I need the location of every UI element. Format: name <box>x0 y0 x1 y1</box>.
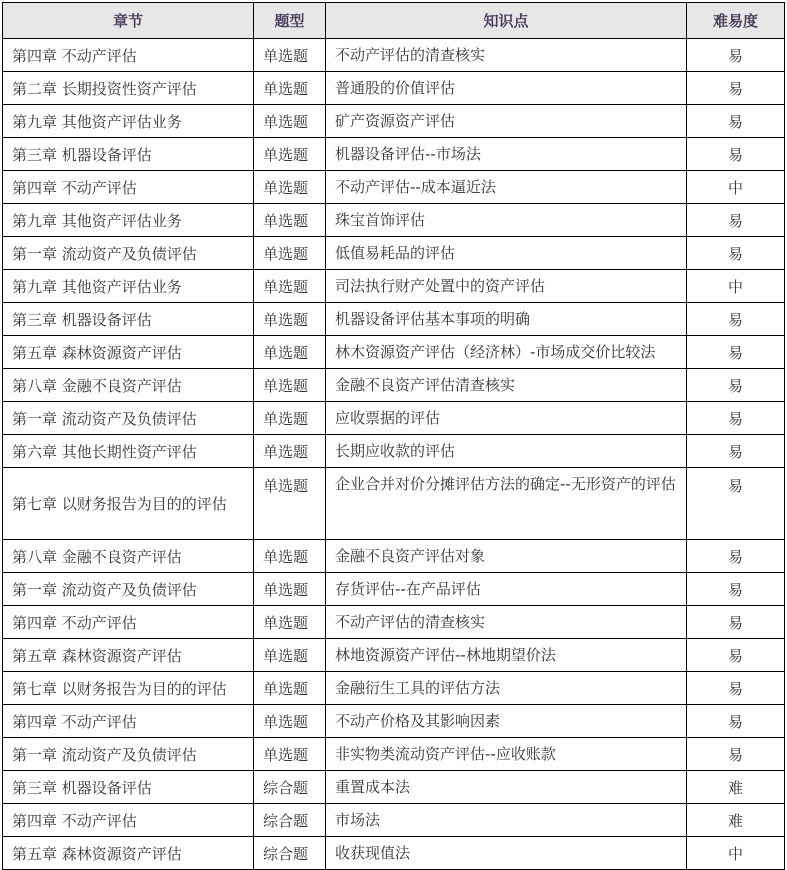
table-row <box>3 672 785 705</box>
exam-topics-table-container <box>2 2 785 870</box>
knowledge-point-cell: 不动产评估的清查核实 <box>326 39 687 72</box>
question-type-cell: 单选题 <box>254 738 326 771</box>
chapter-cell: 第四章 不动产评估 <box>3 606 254 639</box>
table-row <box>3 303 785 336</box>
knowledge-point-cell: 机器设备评估基本事项的明确 <box>326 303 687 336</box>
knowledge-point-cell: 矿产资源资产评估 <box>326 105 687 138</box>
question-type-cell: 单选题 <box>254 606 326 639</box>
table-row <box>3 606 785 639</box>
chapter-cell: 第三章 机器设备评估 <box>3 771 254 804</box>
table-row <box>3 705 785 738</box>
question-type-cell: 单选题 <box>254 540 326 573</box>
table-row <box>3 237 785 270</box>
chapter-cell: 第四章 不动产评估 <box>3 804 254 837</box>
question-type-cell: 单选题 <box>254 138 326 171</box>
knowledge-point-cell: 低值易耗品的评估 <box>326 237 687 270</box>
question-type-cell: 单选题 <box>254 171 326 204</box>
question-type-cell: 单选题 <box>254 72 326 105</box>
table-row <box>3 39 785 72</box>
chapter-cell: 第八章 金融不良资产评估 <box>3 540 254 573</box>
difficulty-cell: 易 <box>687 573 785 606</box>
chapter-cell: 第二章 长期投资性资产评估 <box>3 72 254 105</box>
table-row <box>3 738 785 771</box>
exam-topics-table <box>2 2 785 870</box>
header-question-type: 题型 <box>254 3 326 39</box>
knowledge-point-cell: 金融衍生工具的评估方法 <box>326 672 687 705</box>
difficulty-cell: 易 <box>687 204 785 237</box>
chapter-cell: 第四章 不动产评估 <box>3 39 254 72</box>
question-type-cell: 综合题 <box>254 804 326 837</box>
chapter-cell: 第五章 森林资源资产评估 <box>3 639 254 672</box>
difficulty-cell: 中 <box>687 270 785 303</box>
knowledge-point-cell: 珠宝首饰评估 <box>326 204 687 237</box>
knowledge-point-cell: 不动产评估的清查核实 <box>326 606 687 639</box>
chapter-cell: 第七章 以财务报告为目的的评估 <box>3 468 254 540</box>
difficulty-cell: 难 <box>687 771 785 804</box>
question-type-cell: 单选题 <box>254 204 326 237</box>
chapter-cell: 第一章 流动资产及负债评估 <box>3 402 254 435</box>
knowledge-point-cell: 企业合并对价分摊评估方法的确定--无形资产的评估 <box>326 468 687 540</box>
difficulty-cell: 易 <box>687 540 785 573</box>
question-type-cell: 综合题 <box>254 837 326 870</box>
knowledge-point-cell: 不动产评估--成本逼近法 <box>326 171 687 204</box>
question-type-cell: 单选题 <box>254 369 326 402</box>
knowledge-point-cell: 司法执行财产处置中的资产评估 <box>326 270 687 303</box>
knowledge-point-cell: 金融不良资产评估对象 <box>326 540 687 573</box>
difficulty-cell: 易 <box>687 639 785 672</box>
question-type-cell: 单选题 <box>254 336 326 369</box>
question-type-cell: 单选题 <box>254 705 326 738</box>
chapter-cell: 第九章 其他资产评估业务 <box>3 204 254 237</box>
chapter-cell: 第三章 机器设备评估 <box>3 303 254 336</box>
question-type-cell: 单选题 <box>254 435 326 468</box>
knowledge-point-cell: 市场法 <box>326 804 687 837</box>
difficulty-cell: 易 <box>687 402 785 435</box>
table-row <box>3 402 785 435</box>
table-row <box>3 336 785 369</box>
difficulty-cell: 易 <box>687 72 785 105</box>
difficulty-cell: 易 <box>687 435 785 468</box>
question-type-cell: 单选题 <box>254 270 326 303</box>
knowledge-point-cell: 金融不良资产评估清查核实 <box>326 369 687 402</box>
difficulty-cell: 易 <box>687 303 785 336</box>
knowledge-point-cell: 非实物类流动资产评估--应收账款 <box>326 738 687 771</box>
chapter-cell: 第三章 机器设备评估 <box>3 138 254 171</box>
question-type-cell: 单选题 <box>254 639 326 672</box>
chapter-cell: 第八章 金融不良资产评估 <box>3 369 254 402</box>
knowledge-point-cell: 收获现值法 <box>326 837 687 870</box>
question-type-cell: 单选题 <box>254 672 326 705</box>
knowledge-point-cell: 机器设备评估--市场法 <box>326 138 687 171</box>
chapter-cell: 第五章 森林资源资产评估 <box>3 837 254 870</box>
chapter-cell: 第五章 森林资源资产评估 <box>3 336 254 369</box>
question-type-cell: 单选题 <box>254 402 326 435</box>
header-difficulty: 难易度 <box>687 3 785 39</box>
difficulty-cell: 易 <box>687 738 785 771</box>
knowledge-point-cell: 不动产价格及其影响因素 <box>326 705 687 738</box>
chapter-cell: 第四章 不动产评估 <box>3 705 254 738</box>
table-row <box>3 804 785 837</box>
table-row <box>3 72 785 105</box>
knowledge-point-cell: 应收票据的评估 <box>326 402 687 435</box>
difficulty-cell: 易 <box>687 105 785 138</box>
difficulty-cell: 易 <box>687 237 785 270</box>
chapter-cell: 第一章 流动资产及负债评估 <box>3 738 254 771</box>
chapter-cell: 第一章 流动资产及负债评估 <box>3 573 254 606</box>
table-row <box>3 573 785 606</box>
table-row <box>3 435 785 468</box>
header-chapter: 章节 <box>3 3 254 39</box>
knowledge-point-cell: 存货评估--在产品评估 <box>326 573 687 606</box>
difficulty-cell: 易 <box>687 39 785 72</box>
difficulty-cell: 易 <box>687 705 785 738</box>
knowledge-point-cell: 林木资源资产评估（经济林）-市场成交价比较法 <box>326 336 687 369</box>
chapter-cell: 第六章 其他长期性资产评估 <box>3 435 254 468</box>
question-type-cell: 单选题 <box>254 237 326 270</box>
difficulty-cell: 易 <box>687 468 785 540</box>
table-row <box>3 468 785 540</box>
knowledge-point-cell: 林地资源资产评估--林地期望价法 <box>326 639 687 672</box>
question-type-cell: 单选题 <box>254 573 326 606</box>
difficulty-cell: 中 <box>687 171 785 204</box>
table-row <box>3 138 785 171</box>
difficulty-cell: 易 <box>687 138 785 171</box>
table-row <box>3 270 785 303</box>
table-row <box>3 369 785 402</box>
question-type-cell: 单选题 <box>254 468 326 540</box>
question-type-cell: 单选题 <box>254 105 326 138</box>
difficulty-cell: 难 <box>687 804 785 837</box>
table-row <box>3 105 785 138</box>
knowledge-point-cell: 重置成本法 <box>326 771 687 804</box>
table-row <box>3 171 785 204</box>
difficulty-cell: 易 <box>687 369 785 402</box>
question-type-cell: 综合题 <box>254 771 326 804</box>
header-knowledge-point: 知识点 <box>326 3 687 39</box>
chapter-cell: 第一章 流动资产及负债评估 <box>3 237 254 270</box>
difficulty-cell: 易 <box>687 606 785 639</box>
table-row <box>3 771 785 804</box>
chapter-cell: 第七章 以财务报告为目的的评估 <box>3 672 254 705</box>
difficulty-cell: 易 <box>687 336 785 369</box>
table-row <box>3 837 785 870</box>
chapter-cell: 第九章 其他资产评估业务 <box>3 105 254 138</box>
difficulty-cell: 易 <box>687 672 785 705</box>
difficulty-cell: 中 <box>687 837 785 870</box>
table-row <box>3 204 785 237</box>
knowledge-point-cell: 长期应收款的评估 <box>326 435 687 468</box>
question-type-cell: 单选题 <box>254 39 326 72</box>
table-header-row <box>3 3 785 39</box>
knowledge-point-cell: 普通股的价值评估 <box>326 72 687 105</box>
table-body <box>3 39 785 870</box>
table-row <box>3 639 785 672</box>
chapter-cell: 第九章 其他资产评估业务 <box>3 270 254 303</box>
chapter-cell: 第四章 不动产评估 <box>3 171 254 204</box>
question-type-cell: 单选题 <box>254 303 326 336</box>
table-row <box>3 540 785 573</box>
